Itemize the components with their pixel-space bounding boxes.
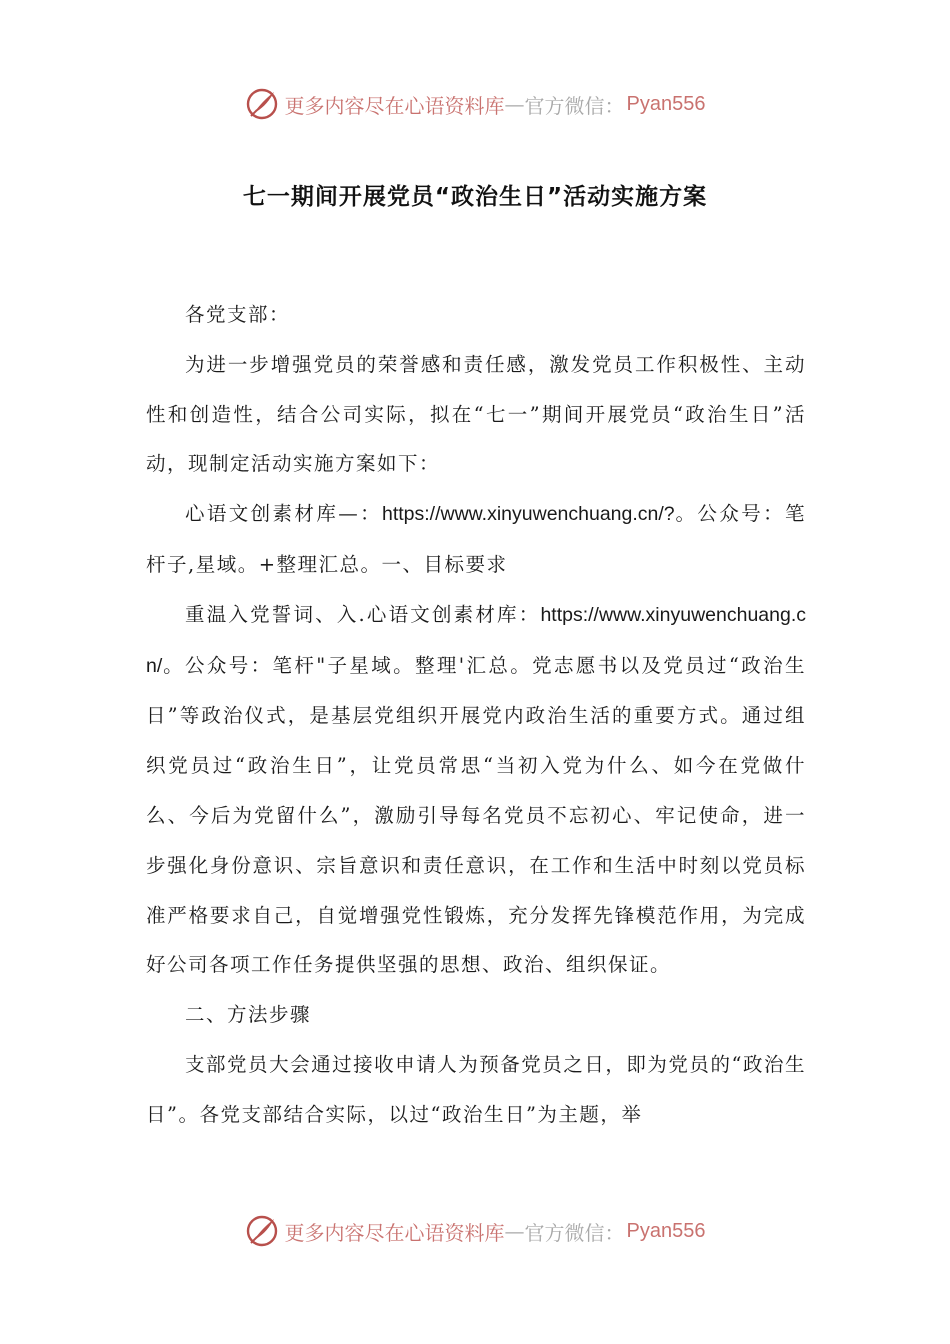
- header-watermark: [0, 84, 950, 124]
- watermark-wechat-label: 官方微信：: [524, 93, 625, 118]
- paragraph-text: 各党支部：: [185, 303, 291, 326]
- paragraph-text: 为进一步增强党员的荣誉感和责任感，激发党员工作积极性、主动性和创造性，结合公司实际，拟在“七一”期间开展党员“政治生日”活动，现制定活动实施方案如下：: [146, 352, 806, 476]
- paragraph-salutation: [146, 290, 806, 340]
- document-title: 七一期间开展党员“政治生日”活动实施方案: [242, 184, 708, 210]
- paragraph-intro: [146, 340, 806, 489]
- paragraph-methods: [146, 1040, 806, 1140]
- paragraph-text: 。公众号：笔杆"子星域。整理'汇总。党志愿书以及党员过“政治生日”等政治仪式，是基层党组织开展党内政治生活的重要方式。通过组织党员过“政治生日”，让党员常思“当初入党为什么、如今在党做什么、今后为党留什么”，激励引导每名党员不忘初心、牢记使命，进一步强化身份意识、宗旨意识和责任意识，在工作和生活中时刻以党员标准严格要求自己，自觉增强党性锻炼，充分发挥先锋模范作用，为完成好公司各项工作任务提供坚强的思想、政治、组织保证。: [146, 653, 806, 977]
- section-heading-methods: [146, 990, 806, 1040]
- paragraph-resource-note: [146, 489, 806, 590]
- quill-circle-logo-icon: [245, 1214, 279, 1248]
- watermark-wechat-id: Pyan556: [626, 1219, 706, 1242]
- watermark-main-text: 更多内容尽在心语资料库: [284, 1220, 505, 1245]
- watermark-wechat-id: Pyan556: [626, 92, 706, 115]
- paragraph-text: 二、方法步骤: [185, 1003, 312, 1027]
- watermark-separator: —: [504, 1219, 525, 1243]
- paragraph-text: 。公众号：笔杆子,星域。+整理汇总。一、目标要求: [146, 502, 806, 576]
- watermark-wechat-label: 官方微信：: [524, 1220, 625, 1245]
- paragraph-text: 心语文创素材库—：: [185, 502, 382, 526]
- paragraph-objectives: [146, 590, 806, 990]
- watermark-main-text: 更多内容尽在心语资料库: [284, 93, 505, 118]
- footer-watermark: [0, 1211, 950, 1251]
- paragraph-text: 支部党员大会通过接收申请人为预备党员之日，即为党员的“政治生日”。各党支部结合实际，以过“政治生日”为主题，举: [146, 1052, 806, 1126]
- document-body: [146, 290, 806, 1140]
- resource-url-text: https://www.xinyuwenchuang.cn/: [146, 603, 806, 677]
- paragraph-text: 重温入党誓词、入.心语文创素材库：: [185, 602, 541, 626]
- watermark-separator: —: [504, 92, 525, 116]
- resource-url-text: https://www.xinyuwenchuang.cn/?: [381, 503, 675, 526]
- quill-circle-logo-icon: [245, 87, 279, 121]
